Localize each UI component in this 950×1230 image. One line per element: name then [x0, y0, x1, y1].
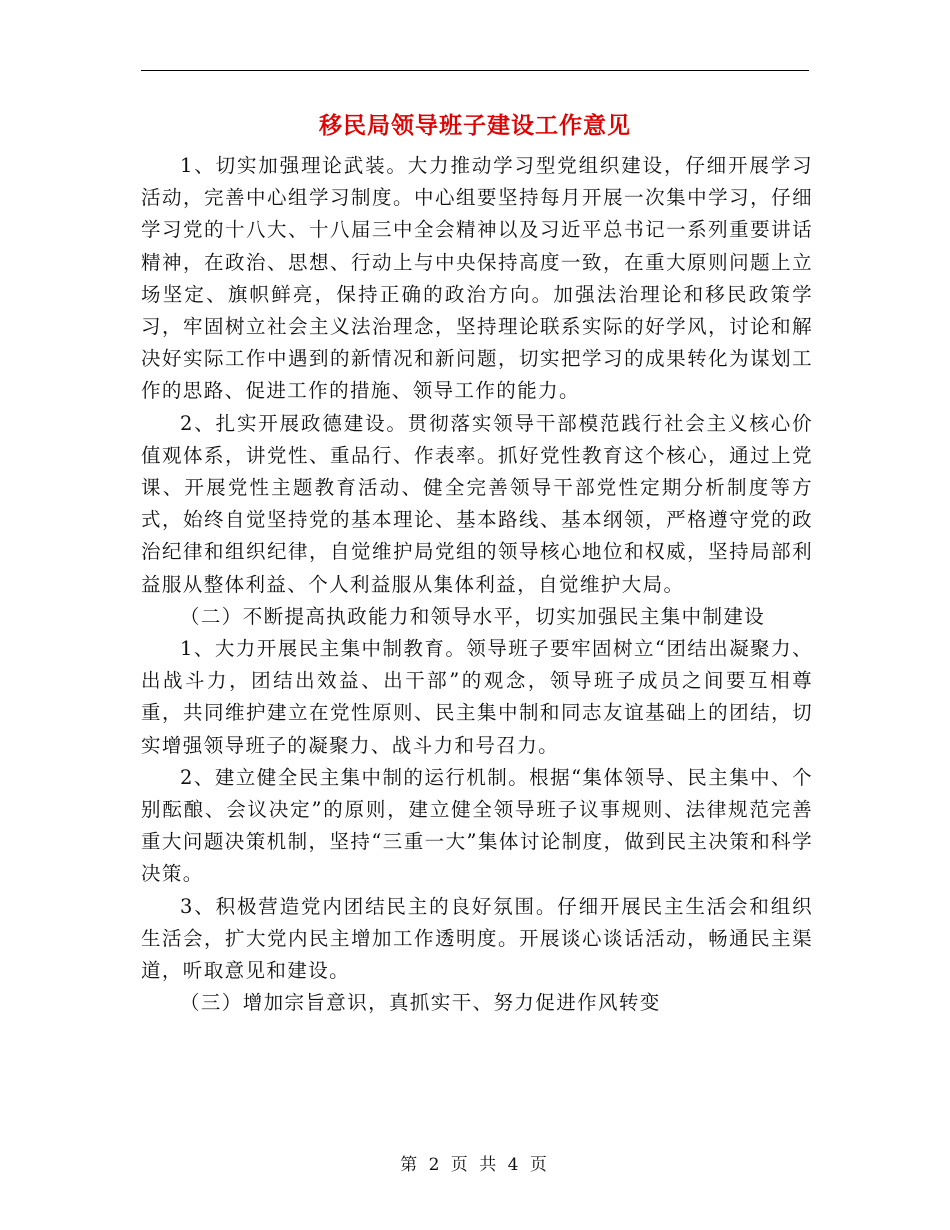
- document-body: [141, 150, 813, 1019]
- paragraph-atmosphere: 3、积极营造党内团结民主的良好氛围。仔细开展民主生活会和组织生活会，扩大党内民主增加工作透明度。开展谈心谈话活动，畅通民主渠道，听取意见和建设。: [141, 894, 813, 983]
- section-heading-2: （二）不断提高执政能力和领导水平，切实加强民主集中制建设: [180, 604, 766, 628]
- paragraph-theory: 1、切实加强理论武装。大力推动学习型党组织建设，仔细开展学习活动，完善中心组学习制度。中心组要坚持每月开展一次集中学习，仔细学习党的十八大、十八届三中全会精神以及习近平总书记一系列重要讲话精神，在政治、思想、行动上与中央保持高度一致，在重大原则问题上立场坚定、旗帜鲜亮，保持正确的政治方向。加强法治理论和移民政策学习，牢固树立社会主义法治理念，坚持理论联系实际的好学风，讨论和解决好实际工作中遇到的新情况和新问题，切实把学习的成果转化为谋划工作的思路、促进工作的措施、领导工作的能力。: [141, 154, 813, 403]
- header-rule: [141, 70, 809, 71]
- page-number-footer: 第 2 页 共 4 页: [400, 1155, 550, 1175]
- document-title: 移民局领导班子建设工作意见: [319, 113, 631, 139]
- section-heading-3: （三）增加宗旨意识，真抓实干、努力促进作风转变: [180, 991, 661, 1015]
- paragraph-mechanism: 2、建立健全民主集中制的运行机制。根据“集体领导、民主集中、个别酝酿、会议决定”的原则，建立健全领导班子议事规则、法律规范完善重大问题决策机制，坚持“三重一大”集体讨论制度，做到民主决策和科学决策。: [141, 765, 813, 886]
- paragraph-democratic-education: 1、大力开展民主集中制教育。领导班子要牢固树立“团结出凝聚力、出战斗力，团结出效益、出干部”的观念，领导班子成员之间要互相尊重，共同维护建立在党性原则、民主集中制和同志友谊基础上的团结，切实增强领导班子的凝聚力、战斗力和号召力。: [141, 637, 813, 757]
- paragraph-ethics: 2、扎实开展政德建设。贯彻落实领导干部模范践行社会主义核心价值观体系，讲党性、重品行、作表率。抓好党性教育这个核心，通过上党课、开展党性主题教育活动、健全完善领导干部党性定期分析制度等方式，始终自觉坚持党的基本理论、基本路线、基本纲领，严格遵守党的政治纪律和组织纪律，自觉维护局党组的领导核心地位和权威，坚持局部利益服从整体利益、个人利益服从集体利益，自觉维护大局。: [141, 411, 813, 596]
